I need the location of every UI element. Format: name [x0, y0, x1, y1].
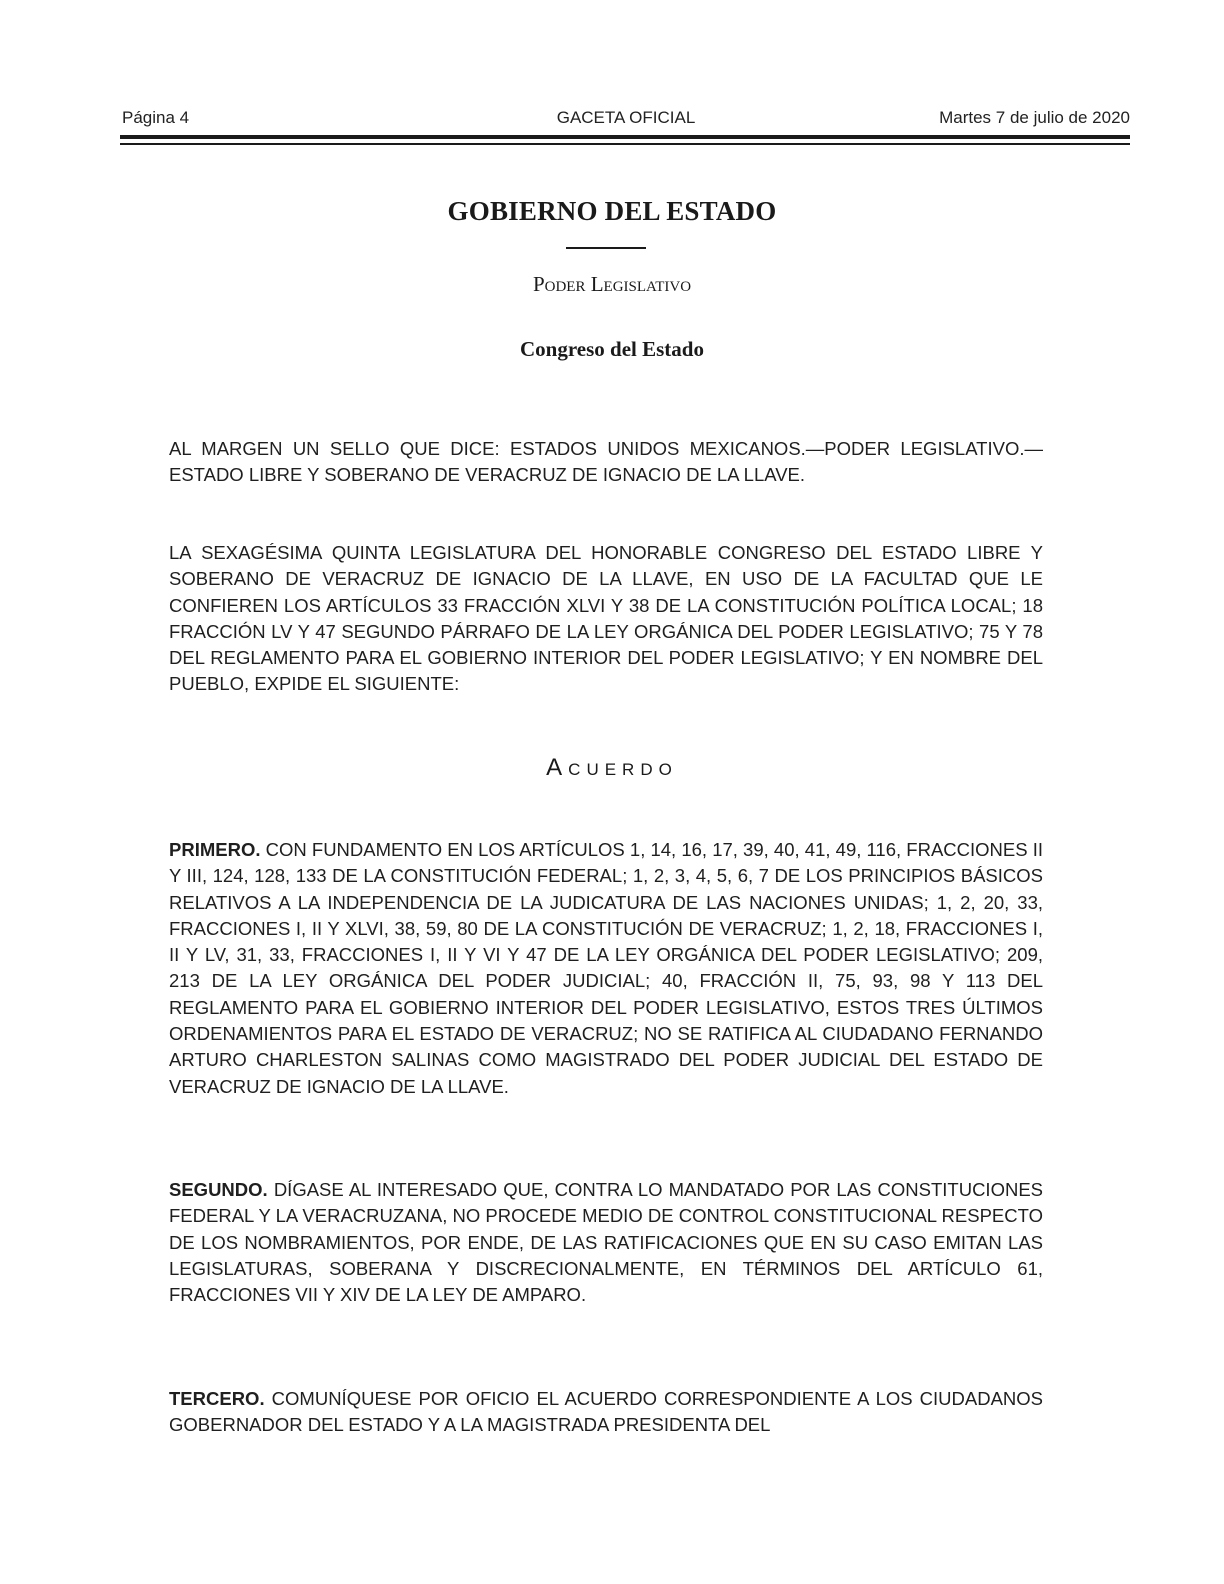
- heading-divider: [566, 247, 646, 249]
- header-rule-thin: [120, 143, 1130, 145]
- article-primero-lead: PRIMERO.: [169, 839, 261, 860]
- body-heading: Congreso del Estado: [520, 337, 704, 361]
- article-segundo-text: DÍGASE AL INTERESADO QUE, CONTRA LO MANDATADO POR LAS CONSTITUCIONES FEDERAL Y LA VERACRUZANA, NO PROCEDE MEDIO DE CONTROL CONSTITUCIONAL RESPECTO DE LOS NOMBRAMIENTOS, POR ENDE, DE LAS RATIFICACIONES QUE EN SU CASO EMITAN LAS LEGISLATURAS, SOBERANA Y DISCRECIONALMENTE, EN TÉRMINOS DEL ARTÍCULO 61, FRACCIONES VII Y XIV DE LA LEY DE AMPARO.: [169, 1179, 1044, 1306]
- page-number: Página 4: [122, 108, 190, 127]
- legislature-paragraph: LA SEXAGÉSIMA QUINTA LEGISLATURA DEL HONORABLE CONGRESO DEL ESTADO LIBRE Y SOBERANO DE VERACRUZ DE IGNACIO DE LA LLAVE, EN USO DE LA FACULTAD QUE LE CONFIEREN LOS ARTÍCULOS 33 FRACCIÓN XLVI Y 38 DE LA CONSTITUCIÓN POLÍTICA LOCAL; 18 FRACCIÓN LV Y 47 SEGUNDO PÁRRAFO DE LA LEY ORGÁNICA DEL PODER LEGISLATIVO; 75 Y 78 DEL REGLAMENTO PARA EL GOBIERNO INTERIOR DEL PODER LEGISLATIVO; Y EN NOMBRE DEL PUEBLO, EXPIDE EL SIGUIENTE:: [169, 542, 1043, 695]
- header-rule-thick: [120, 135, 1130, 139]
- article-primero-text: CON FUNDAMENTO EN LOS ARTÍCULOS 1, 14, 16, 17, 39, 40, 41, 49, 116, FRACCIONES II Y III, 124, 128, 133 DE LA CONSTITUCIÓN FEDERAL; 1, 2, 3, 4, 5, 6, 7 DE LOS PRINCIPIOS BÁSICOS RELATIVOS A LA INDEPENDENCIA DE LA JUDICATURA DE LAS NACIONES UNIDAS; 1, 2, 20, 33, FRACCIONES I, II Y XLVI, 38, 59, 80 DE LA CONSTITUCIÓN DE VERACRUZ; 1, 2, 18, FRACCIONES I, II Y LV, 31, 33, FRACCIONES I, II Y VI Y 47 DE LA LEY ORGÁNICA DEL PODER LEGISLATIVO; 209, 213 DE LA LEY ORGÁNICA DEL PODER JUDICIAL; 40, FRACCIÓN II, 75, 93, 98 Y 113 DEL REGLAMENTO PARA EL GOBIERNO INTERIOR DEL PODER LEGISLATIVO, ESTOS TRES ÚLTIMOS ORDENAMIENTOS PARA EL ESTADO DE VERACRUZ; NO SE RATIFICA AL CIUDADANO FERNANDO ARTURO CHARLESTON SALINAS COMO MAGISTRADO DEL PODER JUDICIAL DEL ESTADO DE VERACRUZ DE IGNACIO DE LA LLAVE.: [169, 839, 1044, 1097]
- article-tercero: [169, 1386, 1043, 1439]
- article-tercero-lead: TERCERO.: [169, 1388, 265, 1409]
- publication-date: Martes 7 de julio de 2020: [939, 108, 1130, 127]
- page-header: [122, 108, 1130, 130]
- article-segundo-lead: SEGUNDO.: [169, 1179, 268, 1200]
- margin-seal-paragraph: AL MARGEN UN SELLO QUE DICE: ESTADOS UNIDOS MEXICANOS.—PODER LEGISLATIVO.—ESTADO LIBRE Y SOBERANO DE VERACRUZ DE IGNACIO DE LA LLAVE.: [169, 438, 1043, 486]
- government-heading: GOBIERNO DEL ESTADO: [447, 196, 777, 226]
- article-primero: [169, 837, 1043, 1100]
- acuerdo-title: Acuerdo: [546, 754, 678, 781]
- publication-name: GACETA OFICIAL: [556, 108, 696, 127]
- article-tercero-text: COMUNÍQUESE POR OFICIO EL ACUERDO CORRESPONDIENTE A LOS CIUDADANOS GOBERNADOR DEL ESTADO Y A LA MAGISTRADA PRESIDENTA DEL: [169, 1388, 1044, 1436]
- branch-heading: Poder Legislativo: [532, 272, 692, 296]
- article-segundo: [169, 1177, 1043, 1308]
